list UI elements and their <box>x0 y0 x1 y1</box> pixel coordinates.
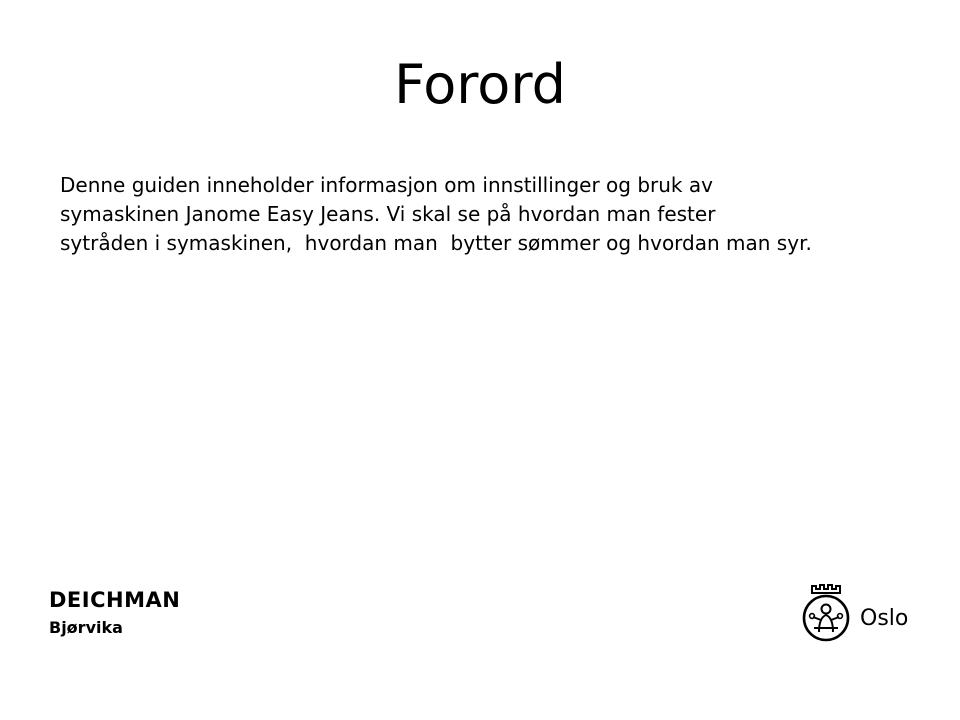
oslo-wordmark: Oslo <box>860 605 909 631</box>
deichman-branch-name: Bjørvika <box>49 618 123 637</box>
deichman-wordmark: DEICHMAN <box>49 588 181 612</box>
body-line: symaskinen Janome Easy Jeans. Vi skal se på hvordan man fester <box>60 202 716 226</box>
oslo-logo <box>800 582 908 642</box>
deichman-logo <box>49 586 180 640</box>
body-line: sytråden i symaskinen, hvordan man bytter sømmer og hvordan man syr. <box>60 231 812 255</box>
oslo-city-seal-icon <box>800 582 852 642</box>
body-line: Denne guiden inneholder informasjon om innstillinger og bruk av <box>60 173 713 197</box>
slide-body <box>60 171 920 258</box>
slide-title: Forord <box>394 53 566 116</box>
